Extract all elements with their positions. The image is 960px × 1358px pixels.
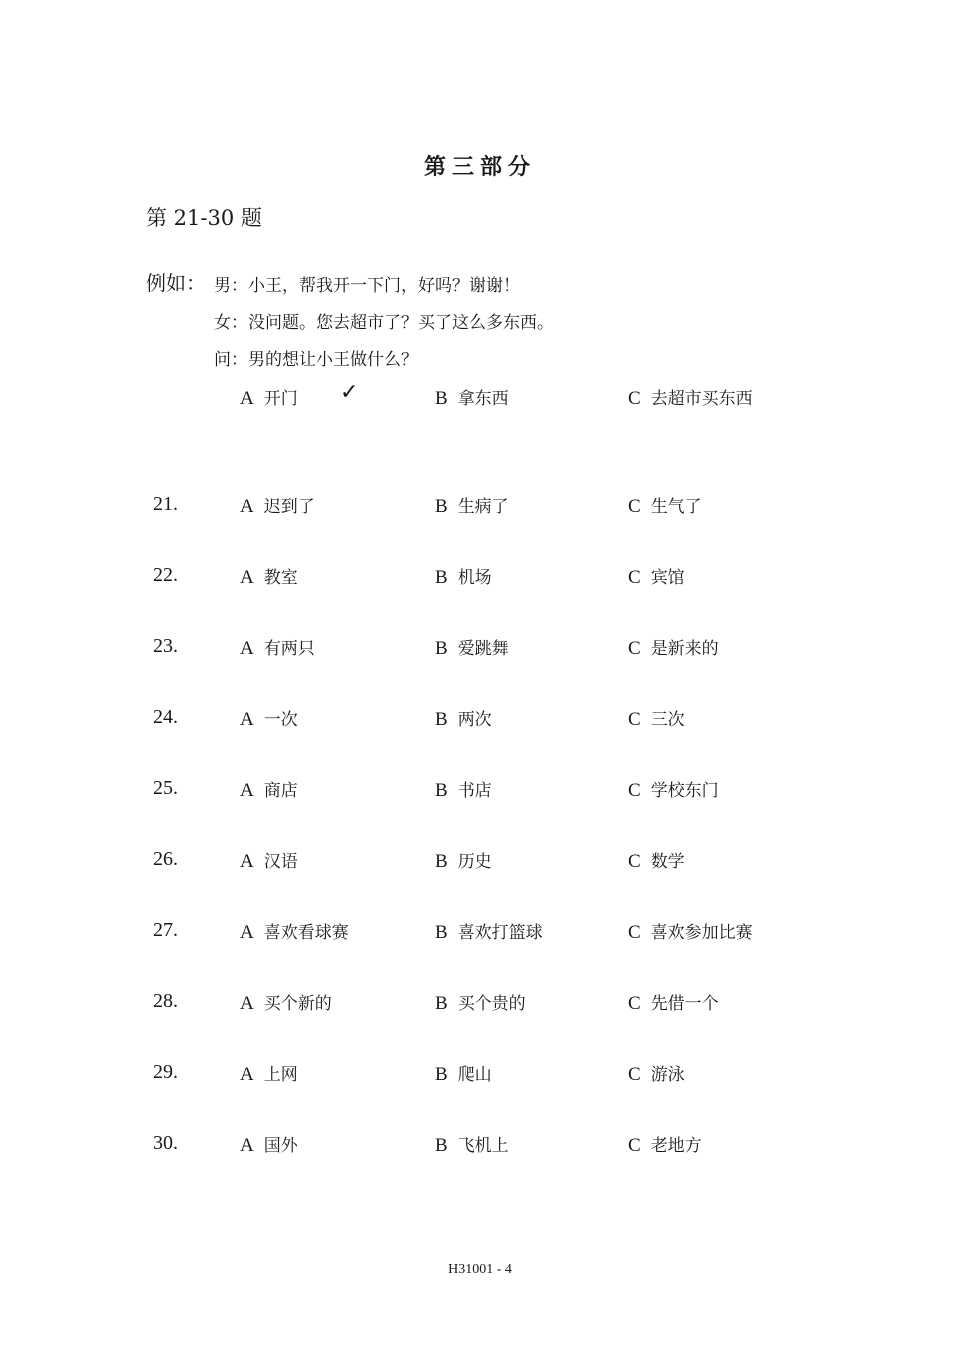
- option-text: 迟到了: [263, 497, 315, 517]
- question-number: 27.: [153, 919, 178, 941]
- answer-option-b: [435, 776, 492, 802]
- option-letter: B: [435, 851, 448, 872]
- answer-option-c: [628, 776, 719, 802]
- answer-option-a: [240, 1131, 298, 1157]
- option-text: 生气了: [650, 497, 702, 517]
- answer-option-b: [435, 1060, 492, 1086]
- answer-option-a: [240, 1060, 298, 1086]
- answer-option-c: [628, 563, 685, 589]
- option-letter: C: [628, 1135, 641, 1156]
- option-text: 数学: [650, 852, 685, 872]
- question-number: 25.: [153, 777, 178, 799]
- option-letter: C: [628, 496, 641, 517]
- question-number: 21.: [153, 493, 178, 515]
- option-letter: A: [240, 388, 254, 409]
- option-text: 上网: [263, 1065, 298, 1085]
- option-letter: C: [628, 993, 641, 1014]
- question-number: 23.: [153, 635, 178, 657]
- option-text: 飞机上: [457, 1136, 509, 1156]
- question-number: 24.: [153, 706, 178, 728]
- answer-option-c: [628, 1131, 702, 1157]
- option-letter: B: [435, 496, 448, 517]
- example-option-b: [435, 384, 509, 410]
- option-letter: C: [628, 388, 641, 409]
- option-letter: A: [240, 709, 254, 730]
- option-letter: A: [240, 496, 254, 517]
- option-text: 有两只: [263, 639, 315, 659]
- answer-option-b: [435, 634, 509, 660]
- option-text: 是新来的: [650, 639, 719, 659]
- option-text: 爬山: [457, 1065, 492, 1085]
- question-number: 22.: [153, 564, 178, 586]
- answer-option-b: [435, 563, 492, 589]
- option-text: 教室: [263, 568, 298, 588]
- answer-option-a: [240, 492, 315, 518]
- option-text: 三次: [650, 710, 685, 730]
- option-letter: B: [435, 1064, 448, 1085]
- question-number: 26.: [153, 848, 178, 870]
- option-letter: C: [628, 780, 641, 801]
- answer-option-a: [240, 776, 298, 802]
- option-letter: C: [628, 567, 641, 588]
- option-letter: C: [628, 638, 641, 659]
- option-text: 学校东门: [650, 781, 719, 801]
- answer-option-b: [435, 705, 492, 731]
- answer-option-a: [240, 634, 315, 660]
- option-text: 国外: [263, 1136, 298, 1156]
- option-letter: B: [435, 922, 448, 943]
- option-text: 商店: [263, 781, 298, 801]
- answer-option-c: [628, 634, 719, 660]
- page-footer: H31001 - 4: [448, 1262, 512, 1277]
- question-range-title: 第 21-30 题: [146, 206, 262, 230]
- option-letter: C: [628, 922, 641, 943]
- option-text: 两次: [457, 710, 492, 730]
- option-text: 喜欢参加比赛: [650, 923, 753, 943]
- option-letter: B: [435, 388, 448, 409]
- answer-option-a: [240, 918, 349, 944]
- option-letter: A: [240, 638, 254, 659]
- option-letter: A: [240, 993, 254, 1014]
- option-text: 生病了: [457, 497, 509, 517]
- option-text: 喜欢看球赛: [263, 923, 349, 943]
- answer-option-a: [240, 847, 298, 873]
- question-number: 30.: [153, 1132, 178, 1154]
- option-text: 开门: [263, 389, 298, 409]
- example-line-question: 问：男的想让小王做什么？: [214, 350, 418, 370]
- option-text: 老地方: [650, 1136, 702, 1156]
- answer-option-a: [240, 989, 332, 1015]
- option-text: 拿东西: [457, 389, 509, 409]
- option-text: 游泳: [650, 1065, 685, 1085]
- option-letter: B: [435, 780, 448, 801]
- option-letter: C: [628, 709, 641, 730]
- example-line-man: 男：小王，帮我开一下门，好吗？谢谢！: [214, 276, 520, 296]
- question-number: 29.: [153, 1061, 178, 1083]
- answer-option-c: [628, 492, 702, 518]
- example-option-a: [240, 384, 298, 410]
- question-number: 28.: [153, 990, 178, 1012]
- option-letter: B: [435, 638, 448, 659]
- section-title: 第三部分: [423, 154, 536, 180]
- option-text: 爱跳舞: [457, 639, 509, 659]
- option-letter: A: [240, 851, 254, 872]
- option-letter: A: [240, 922, 254, 943]
- answer-option-c: [628, 705, 685, 731]
- example-option-c: [628, 384, 753, 410]
- answer-option-b: [435, 1131, 509, 1157]
- option-letter: A: [240, 1064, 254, 1085]
- answer-option-b: [435, 847, 492, 873]
- option-letter: A: [240, 780, 254, 801]
- option-text: 喜欢打篮球: [457, 923, 543, 943]
- answer-option-c: [628, 989, 719, 1015]
- option-letter: C: [628, 1064, 641, 1085]
- option-text: 机场: [457, 568, 492, 588]
- answer-option-c: [628, 918, 753, 944]
- answer-option-c: [628, 847, 685, 873]
- option-letter: B: [435, 567, 448, 588]
- answer-option-a: [240, 563, 298, 589]
- answer-option-a: [240, 705, 298, 731]
- option-letter: A: [240, 567, 254, 588]
- option-text: 一次: [263, 710, 298, 730]
- option-letter: B: [435, 1135, 448, 1156]
- option-text: 宾馆: [650, 568, 685, 588]
- example-label: 例如：: [146, 271, 206, 295]
- option-text: 去超市买东西: [650, 389, 753, 409]
- option-text: 书店: [457, 781, 492, 801]
- option-text: 历史: [457, 852, 492, 872]
- option-text: 先借一个: [650, 994, 719, 1014]
- answer-option-b: [435, 918, 543, 944]
- example-line-woman: 女：没问题。您去超市了？买了这么多东西。: [214, 313, 554, 333]
- option-text: 买个贵的: [457, 994, 526, 1014]
- option-letter: C: [628, 851, 641, 872]
- option-text: 汉语: [263, 852, 298, 872]
- checkmark-icon: ✓: [340, 380, 359, 405]
- answer-option-c: [628, 1060, 685, 1086]
- option-letter: B: [435, 993, 448, 1014]
- answer-option-b: [435, 989, 526, 1015]
- option-letter: A: [240, 1135, 254, 1156]
- answer-option-b: [435, 492, 509, 518]
- option-text: 买个新的: [263, 994, 332, 1014]
- option-letter: B: [435, 709, 448, 730]
